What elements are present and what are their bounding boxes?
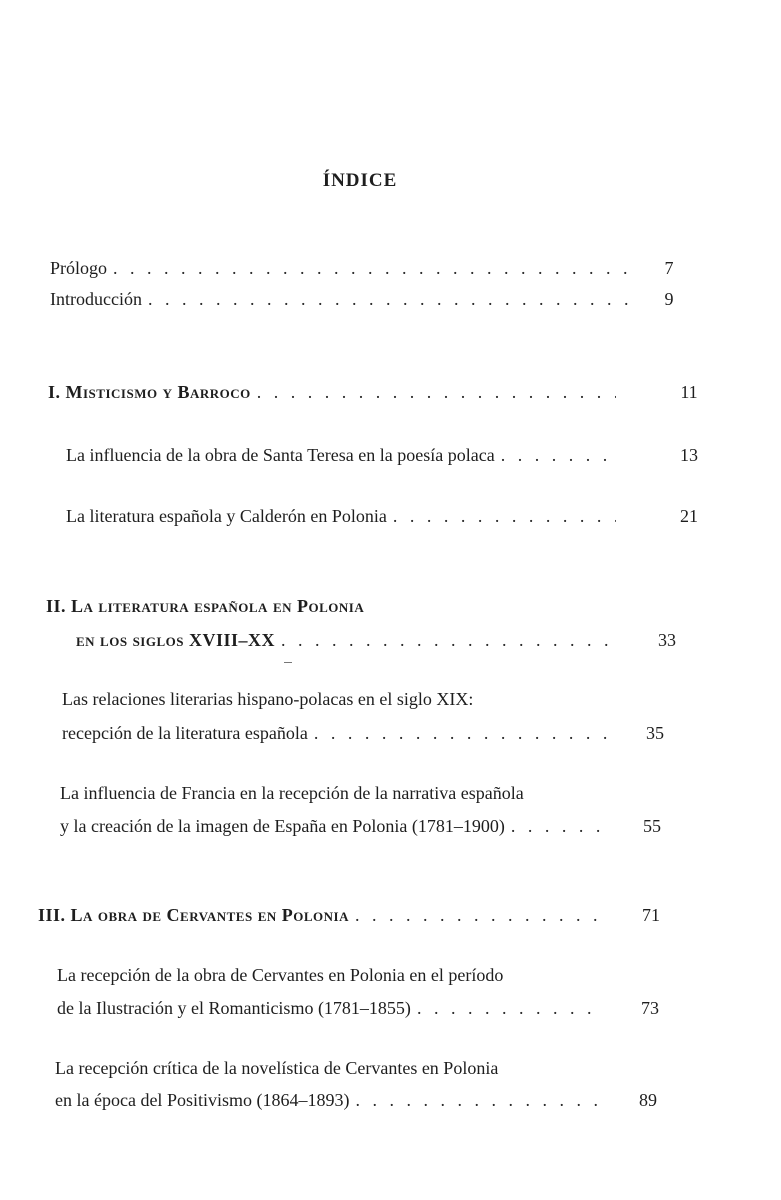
toc-entry-calderon bbox=[66, 501, 698, 531]
toc-page-number: 89 bbox=[639, 1090, 657, 1110]
toc-page-number: 55 bbox=[643, 816, 661, 836]
toc-entry-positivismo-line1: La recepción crítica de la novelística de Cervantes en Polonia bbox=[55, 1058, 499, 1078]
toc-section-ii-line1: II. La literatura española en Polonia bbox=[46, 596, 365, 616]
toc-section-i bbox=[48, 377, 698, 407]
toc-entry-santa-teresa bbox=[66, 440, 698, 470]
dot-leader bbox=[257, 377, 616, 407]
toc-page-number: 21 bbox=[680, 506, 698, 526]
toc-entry-label: La influencia de la obra de Santa Teresa en la poesía polaca bbox=[66, 445, 495, 465]
toc-entry-introduccion bbox=[50, 284, 674, 314]
page-title: ÍNDICE bbox=[322, 170, 398, 191]
toc-page-number: 71 bbox=[642, 905, 660, 925]
toc-entry-relaciones-line1: Las relaciones literarias hispano-polacas en el siglo XIX: bbox=[62, 689, 474, 709]
toc-page-number: 11 bbox=[680, 382, 698, 402]
toc-section-iii bbox=[38, 900, 660, 930]
toc-section-ii bbox=[76, 625, 676, 655]
toc-entry-francia bbox=[60, 811, 661, 841]
toc-entry-ilustracion bbox=[57, 993, 659, 1023]
toc-entry-prologo bbox=[50, 253, 674, 283]
dot-leader bbox=[511, 811, 614, 841]
toc-entry-label: Prólogo bbox=[50, 258, 108, 278]
toc-section-title: III. La obra de Cervantes en Polonia bbox=[38, 905, 349, 925]
toc-page-number: 9 bbox=[664, 289, 674, 309]
dot-leader bbox=[281, 625, 614, 655]
toc-entry-label: en la época del Positivismo (1864–1893) bbox=[55, 1090, 350, 1110]
dot-leader bbox=[501, 440, 616, 470]
toc-entry-label: La literatura española y Calderón en Polonia bbox=[66, 506, 387, 526]
toc-page-number: 73 bbox=[641, 998, 659, 1018]
toc-page-number: 7 bbox=[664, 258, 674, 278]
toc-page-number: 13 bbox=[680, 445, 698, 465]
toc-entry-label: y la creación de la imagen de España en Polonia (1781–1900) bbox=[60, 816, 505, 836]
toc-entry-francia-line1: La influencia de Francia en la recepción de la narrativa española bbox=[60, 783, 524, 803]
toc-section-title: I. Misticismo y Barroco bbox=[48, 382, 251, 402]
toc-page-number: 33 bbox=[658, 630, 676, 650]
toc-entry-positivismo bbox=[55, 1085, 657, 1115]
toc-section-title: en los siglos XVIII–XX bbox=[76, 630, 275, 650]
toc-entry-relaciones bbox=[62, 718, 664, 748]
dot-leader bbox=[113, 253, 634, 283]
toc-entry-label: de la Ilustración y el Romanticismo (1781–1855) bbox=[57, 998, 411, 1018]
dot-leader bbox=[148, 284, 634, 314]
dot-leader bbox=[417, 993, 601, 1023]
dot-leader bbox=[314, 718, 612, 748]
toc-entry-label: recepción de la literatura española bbox=[62, 723, 308, 743]
dot-leader bbox=[355, 900, 604, 930]
stray-mark bbox=[284, 662, 292, 663]
toc-entry-ilustracion-line1: La recepción de la obra de Cervantes en Polonia en el período bbox=[57, 965, 504, 985]
toc-entry-label: Introducción bbox=[50, 289, 142, 309]
toc-page-number: 35 bbox=[646, 723, 664, 743]
dot-leader bbox=[393, 501, 616, 531]
dot-leader bbox=[355, 1085, 601, 1115]
